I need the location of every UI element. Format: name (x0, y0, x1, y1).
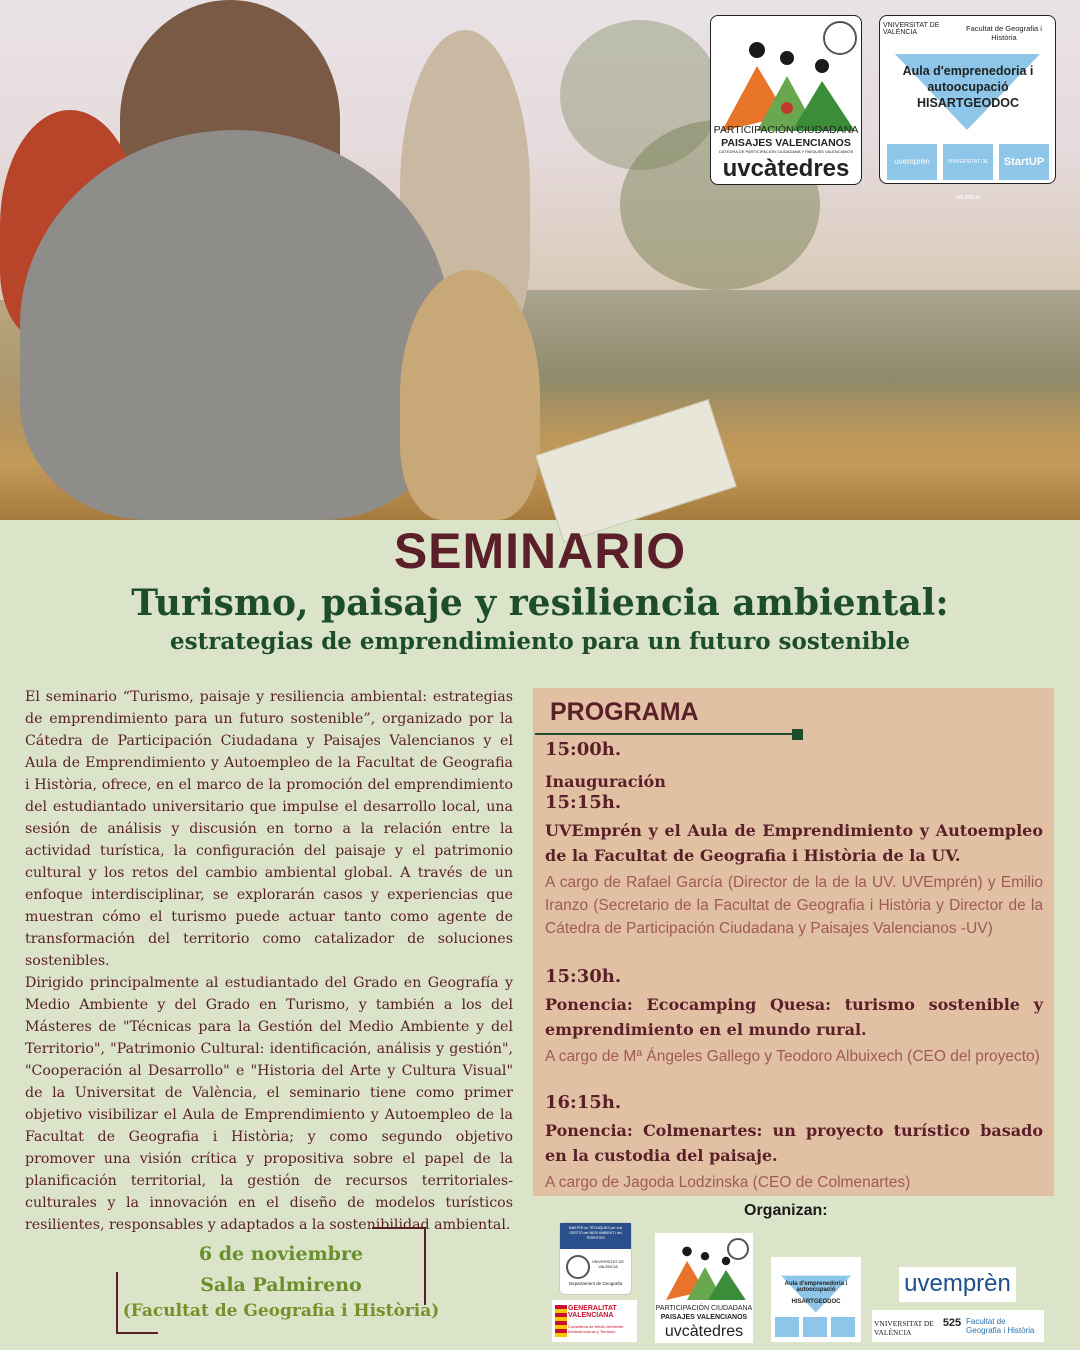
catedra-brand: uvcàtedres (664, 1323, 744, 1340)
generalitat-logo (552, 1300, 637, 1342)
intro-text (25, 686, 513, 1236)
aula-small1: uvemprèn (887, 144, 937, 180)
uvempren-logo (899, 1267, 1016, 1302)
hiker-woman-blonde (400, 270, 540, 520)
aula-facultat: Facultat de Geografia i Història (966, 24, 1042, 42)
programa-item-desc: A cargo de Jagoda Lodzinska (CEO de Colmenartes) (545, 1174, 911, 1191)
subtitle: Turismo, paisaje y resiliencia ambiental: (131, 582, 949, 624)
programa-item (545, 792, 1043, 940)
page-title: SEMINARIO (393, 523, 687, 579)
catedra-line3: CÀTEDRA DE PARTICIPACIÓN CIUDADANA Y PAISAJES VALENCIANOS (718, 149, 854, 154)
hero-photo (0, 0, 1080, 520)
aula-tile (775, 1317, 799, 1337)
master-text: MÀSTER en TÈCNIQUES per a la GESTIÓ del MEDI AMBIENT i del TERRITORI (568, 1226, 623, 1240)
gva-shield-icon (555, 1305, 567, 1337)
univ-years: 525 (942, 1317, 962, 1329)
divider (535, 733, 800, 735)
master-logo (559, 1222, 632, 1295)
organizers-label: Organizan: (744, 1202, 828, 1219)
catedra-emblem-icon (660, 1243, 750, 1303)
univ-name: VNIVERSITAT DE VALÈNCIA (874, 1319, 934, 1337)
aula-tile (831, 1317, 855, 1337)
catedra-brand: uvcàtedres (722, 155, 850, 182)
aula-univ: VNIVERSITAT DE VALÈNCIA (883, 22, 940, 36)
intro-paragraph-2: Dirigido principalmente al estudiantado del Grado en Geografía y Medio Ambiente y del Grado en Turismo, y también a los del Másteres de "Técnicas para la Gestión del Medio Ambiente y del Territorio", "Patrimonio Cultural: identificación, análisis y gestión", "Cooperación al Desarrollo" e "Historia del Arte y Cultura Visual" de la Universitat de València, el seminario tiene como primer objetivo visibilizar el Aula de Emprendimiento y Autoempleo de la Facultat de Geografia i Història; y como segundo objetivo promover una visión crítica y propositiva sobre el papel de la planificación territorial, la gestión de recursos territoriales-culturales y la innovación en el diseño de modelos turísticos resilientes, responsables y adaptados a la sostenibilidad ambiental. (25, 975, 513, 1233)
aula-tile (803, 1317, 827, 1337)
master-univ: VNIVERSITAT DE VALÈNCIA (591, 1259, 625, 1269)
aula-small3: StartUP (999, 144, 1049, 180)
catedra-logo-small (655, 1233, 753, 1343)
programa-item (545, 1092, 1043, 1194)
programa-item (545, 739, 1043, 760)
gva-line2: Conselleria de Medio Ambiente, Infraestructuras y Territorio (568, 1324, 625, 1334)
programa-box (533, 688, 1054, 1196)
catedra-line1: PARTICIPACIÓN CIUDADANA (713, 124, 859, 136)
subtitle-secondary: estrategias de emprendimiento para un futuro sostenible (170, 628, 910, 655)
catedra-line2: PAISAJES VALENCIANOS (660, 1314, 748, 1321)
programa-time: 15:00h. (545, 739, 622, 760)
programa-item-title: Ponencia: Ecocamping Quesa: turismo sostenible y emprendimiento en el mundo rural. (545, 995, 1043, 1039)
programa-item-title: Inauguración (545, 772, 666, 791)
programa-item-desc: A cargo de Rafael García (Director de la de la UV. UVEmprén) y Emilio Iranzo (Secretario de la Facultat de Geografia i Història y Director de la Cátedra de Participación Ciudadana y Paisajes Valencianos -UV) (545, 874, 1043, 937)
programa-item (545, 769, 1043, 794)
catedra-line2: PAISAJES VALENCIANOS (721, 137, 851, 149)
catedra-emblem-icon (717, 36, 857, 136)
master-dept: Departament de Geografia (568, 1281, 623, 1286)
programa-time: 15:15h. (545, 792, 622, 813)
uvempren-text: uvemprèn (904, 1270, 1011, 1297)
intro-paragraph-1: El seminario “Turismo, paisaje y resiliencia ambiental: estrategias de emprendimiento para un futuro sostenible”, organizado por la Cátedra de Participación Ciudadana y Paisajes Valencianos y el Aula de Emprendimiento y Autoempleo de la Facultat de Geografia i Història, ofrece, en el marco de la promoción del emprendimiento del estudiantado universitario que impulse el desarrollo local, una sesión de análisis y discusión en torno a la relación entre la actividad turística, la configuración del paisaje y el patrimonio cultural y los retos del cambio ambiental global. A través de un enfoque interdisciplinar, se explorarán casos y experiencias que muestran cómo el turismo puede actuar tanto como agente de transformación del territorio como catalizador de soluciones sostenibles. (25, 689, 513, 969)
programa-item-title: UVEmprén y el Aula de Emprendimiento y Autoempleo de la Facultat de Geografia i Història de la UV. (545, 821, 1043, 865)
aula-logo-small (771, 1257, 861, 1342)
event-date: 6 de noviembre (198, 1243, 364, 1265)
programa-item (545, 966, 1043, 1068)
aula-logo (879, 15, 1056, 201)
programa-time: 16:15h. (545, 1092, 622, 1113)
aula-title: Aula d'emprenedoria i autoocupació (902, 64, 1034, 94)
aula-name: HISARTGEODOC (791, 1299, 841, 1305)
gva-line1: GENERALITAT VALENCIANA (568, 1305, 617, 1319)
facultat-name: Facultat de Geografia i Història (966, 1317, 1035, 1335)
univ-facultat-logo (872, 1310, 1044, 1342)
programa-item-title: Ponencia: Colmenartes: un proyecto turístico basado en la custodia del paisaje. (545, 1121, 1043, 1165)
aula-name: HISARTGEODOC (916, 96, 1020, 110)
programa-time: 15:30h. (545, 966, 622, 987)
event-room: Sala Palmireno (200, 1274, 362, 1296)
aula-title: Aula d'emprenedoria i autoocupació (784, 1281, 848, 1293)
hiker-man-kneeling (20, 130, 450, 520)
programa-title: PROGRAMA (550, 698, 699, 726)
catedra-line1: PARTICIPACIÓN CIUDADANA (655, 1305, 753, 1312)
catedra-logo (710, 15, 862, 185)
programa-item-desc: A cargo de Mª Ángeles Gallego y Teodoro Albuixech (CEO del proyecto) (545, 1048, 1040, 1065)
event-building: (Facultat de Geografia i Història) (122, 1301, 440, 1321)
aula-small2: VNIVERSITAT DE VALÈNCIA (943, 144, 993, 180)
